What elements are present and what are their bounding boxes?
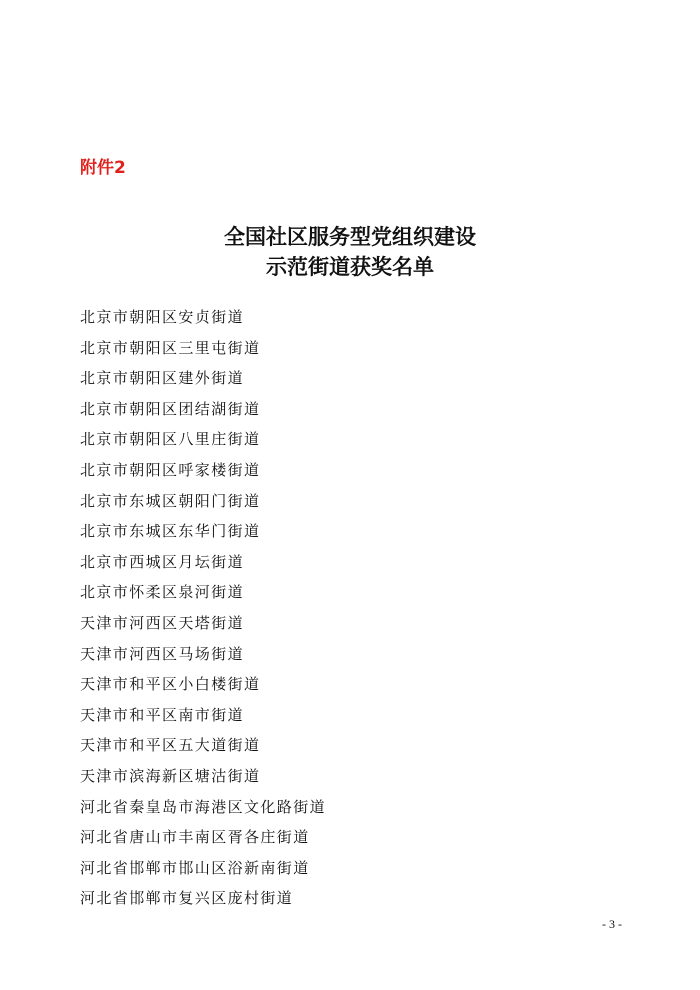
list-item: 北京市西城区月坛街道 [80,552,245,571]
list-item: 北京市朝阳区团结湖街道 [80,399,261,418]
list-item: 天津市滨海新区塘沽街道 [80,766,261,785]
list-item: 天津市和平区小白楼街道 [80,675,261,694]
list-item: 天津市河西区马场街道 [80,644,245,663]
title-line-1: 全国社区服务型党组织建设 [224,225,476,249]
list-item: 北京市朝阳区安贞街道 [80,308,245,326]
list-item: 北京市朝阳区三里屯街道 [80,338,261,357]
street-list [80,306,640,918]
list-item: 河北省秦皇岛市海港区文化路街道 [80,797,327,816]
list-item: 天津市和平区五大道街道 [80,736,261,755]
list-item: 河北省唐山市丰南区胥各庄街道 [80,828,310,847]
attachment-label: 附件2 [80,158,126,178]
list-item: 北京市朝阳区呼家楼街道 [80,460,261,479]
list-item: 北京市东城区朝阳门街道 [80,491,261,510]
title-line-2: 示范街道获奖名单 [266,255,434,279]
list-item: 北京市怀柔区泉河街道 [80,583,245,602]
list-item: 北京市朝阳区八里庄街道 [80,430,261,449]
document-title [0,222,700,282]
page-number: - 3 - [602,917,622,931]
list-item: 北京市朝阳区建外街道 [80,369,245,388]
list-item: 北京市东城区东华门街道 [80,522,261,541]
list-item: 河北省邯郸市复兴区庞村街道 [80,889,294,908]
list-item: 河北省邯郸市邯山区浴新南街道 [80,858,310,877]
list-item: 天津市和平区南市街道 [80,705,245,724]
list-item: 天津市河西区天塔街道 [80,613,245,632]
